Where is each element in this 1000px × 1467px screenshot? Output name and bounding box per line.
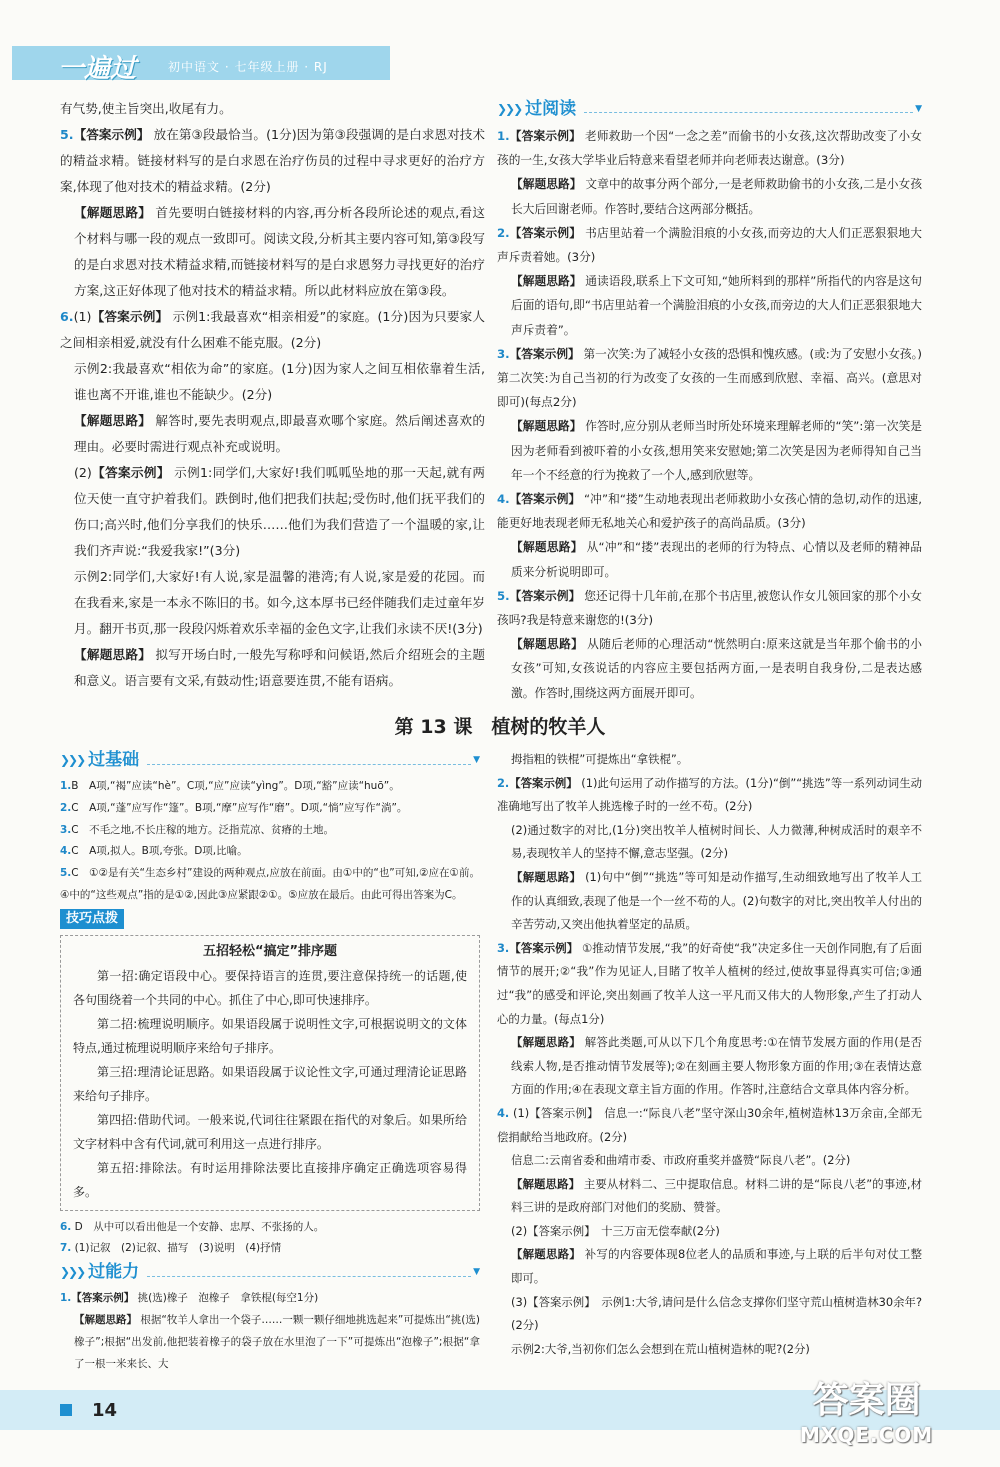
section-chevron-icon: ❯❯❯ [60, 1265, 85, 1280]
hint-label: 【解题思路】 [74, 413, 152, 428]
hint-text: (1)句中“倒”“挑选”等可知是动作描写,生动细致地写出了牧羊人工作的认真细致,表现了他是一个一丝不苟的人。(2)句数字的对比,突出牧羊人付出的辛苦劳动,又突出他执着坚定的品质。 [511, 869, 922, 932]
answer-text: 挑(选)橡子 泡橡子 拿铁棍(每空1分) [137, 1292, 319, 1305]
question-4 [497, 1102, 922, 1149]
question-number: 2. [497, 225, 510, 240]
answer-text: 示例2:我最喜欢“相依为命”的家庭。(1分)因为家人之间互相依靠着生活,谁也离不开谁,谁也不能缺少。(2分) [74, 361, 485, 402]
tip-paragraph: 第四招:借助代词。一般来说,代词往往紧跟在指代的对象后。如果所给文字材料中含有代词,就可利用这一点进行排序。 [73, 1112, 467, 1151]
hint-label: 【解题思路】 [74, 205, 152, 220]
text-continuation: 拇指粗的铁棍”可提炼出“拿铁棍”。 [511, 752, 689, 766]
hint [497, 414, 922, 487]
hint-text: 主要从材料二、三中提取信息。材料二讲的是“际良八老”的事迹,材料三讲的是政府部门对他们的奖励、赞誉。 [511, 1176, 922, 1215]
left-column-bottom [60, 748, 480, 1375]
basic-answers [60, 776, 480, 907]
hint-label: 【解题思路】 [511, 177, 582, 192]
answer-text: (2)通过数字的对比,(1分)突出牧羊人植树时间长、人力微薄,种树成活时的艰辛不易,表现牧羊人的坚持不懈,意志坚强。(2分) [511, 822, 922, 861]
section-header [60, 748, 480, 774]
question-number: 1. [497, 129, 510, 143]
tip-paragraph: 第一招:确定语段中心。要保持语言的连贯,要注意保持统一的话题,使各句围绕着一个共同的中心。抓住了中心,即可快速排序。 [73, 968, 467, 1007]
right-column-top [497, 96, 922, 705]
tip-paragraph: 第五招:排除法。有时运用排除法要比直接排序确定正确选项容易得多。 [73, 1160, 467, 1199]
section-title: 过能力 [88, 1262, 140, 1283]
answer-label: 【答案示例】 [71, 1292, 135, 1305]
hint [497, 172, 922, 220]
question-number: 3. [497, 940, 510, 955]
reading-question-3 [497, 342, 922, 415]
answer-text: 示例1:同学们,大家好!我们呱呱坠地的那一天起,就有两位天使一直守护着我们。跌倒时,他们把我们扶起;受伤时,他们抚平我们的伤口;高兴时,他们分享我们的快乐……他们为我们营造了一个温暖的家,让我们齐声说:“我爱我家!”(3分) [74, 465, 486, 558]
hint-text: 拟写开场白时,一般先写称呼和问候语,然后介绍班会的主题和意义。语言要有文采,有鼓动性;语意要连贯,不能有语病。 [74, 647, 485, 688]
answer-text: “冲”和“搂”生动地表现出老师救助小女孩心情的急切,动作的迅速,能更好地表现老师无私地关心和爱护孩子的高尚品质。(3分) [497, 492, 922, 531]
hint [60, 200, 485, 304]
section-divider [147, 763, 471, 765]
hint-text: 通读语段,联系上下文可知,“她所料到的那样”所指代的内容是这句后面的语句,即“书店里站着一个满脸泪痕的小女孩,而旁边的大人们正恶狠狠地大声斥责着”。 [511, 274, 922, 337]
hint [497, 1243, 922, 1290]
answer-text: (2)【答案示例】 十三万亩无偿奉献(2分) [511, 1223, 720, 1238]
answer-text: (1)记叙 (2)记叙、描写 (3)说明 (4)抒情 [74, 1242, 282, 1255]
hint-label: 【解题思路】 [511, 540, 583, 555]
answer-text: C A项,“蓬”应写作“篷”。B项,“摩”应写作“磨”。D项,“惝”应写作“淌”。 [71, 801, 408, 814]
hint-text: 从随后老师的心理活动“恍然明白:原来这就是当年那个偷书的小女孩”可知,女孩说话的内容应主要包括两方面,一是表明自我身份,二是表达感激。作答时,围绕这两方面展开即可。 [511, 637, 922, 700]
section-divider [147, 1275, 471, 1277]
hint-text: 根据“牧羊人拿出一个袋子……一颗一颗仔细地挑选起来”可提炼出“挑(选)橡子”;根据“出发前,他把装着橡子的袋子放在水里泡了一下”可提炼出“泡橡子”;根据“拿了一根一米来长、大 [74, 1313, 481, 1370]
question-number: 5. [60, 127, 74, 142]
question-6-2 [60, 460, 485, 564]
answer-label: 【答案示例】 [509, 225, 582, 240]
reading-question-5 [497, 584, 922, 632]
answer-label: 【答案示例】 [509, 492, 581, 507]
hint [497, 535, 922, 583]
hint-label: 【解题思路】 [511, 1247, 581, 1262]
answer-label: 【答案示例】 [509, 346, 580, 361]
hint-text: 解答此类题,可从以下几个角度思考:①在情节发展方面的作用(是否线索人物,是否推动情节发展等);②在刻画主要人物形象方面的作用;③在表情达意方面的作用;④在表现文章主旨方面的作用。作答时,注意结合文章具体内容分析。 [511, 1035, 922, 1097]
ability-question-1 [60, 1288, 480, 1310]
question-number: 3. [60, 823, 72, 836]
basic-question-1 [60, 776, 480, 798]
hint [497, 866, 922, 937]
hint [60, 1310, 480, 1375]
tip-tag: 技巧点拨 [60, 909, 124, 929]
sub-prefix: (2) [74, 465, 92, 480]
brand-logo: 一遍过 [58, 54, 137, 84]
section-header [497, 96, 922, 122]
lesson-title: 第 13 课 植树的牧羊人 [394, 716, 606, 738]
question-3 [497, 937, 922, 1031]
question-7 [60, 1238, 480, 1260]
answer-text: 示例2:同学们,大家好!有人说,家是温馨的港湾;有人说,家是爱的花园。而在我看来,家是一本永不陈旧的书。如今,这本厚书已经伴随我们走过童年岁月。翻开书页,那一段段闪烁着欢乐幸福的金色文字,让我们永读不厌!(3分) [74, 569, 486, 636]
answer-text: 放在第③段最恰当。(1分)因为第③段强调的是白求恩对技术的精益求精。链接材料写的是白求恩在治疗伤员的过程中寻求更好的治疗方案,体现了他对技术的精益求精。(2分) [60, 127, 486, 194]
question-number: 2. [60, 801, 72, 814]
hint-text: 作答时,应分别从老师当时所处环境来理解老师的“笑”:第一次笑是因为老师看到被吓着的小女孩,想用笑来安慰她;第二次笑是因为老师得知自己当年一个不经意的行为挽救了一个人,感到欣慰等。 [511, 419, 922, 482]
question-number: 4. [60, 845, 72, 858]
tip-title: 五招轻松“搞定”排序题 [202, 943, 338, 959]
section-arrow-icon: ▼ [473, 1267, 480, 1278]
tip-paragraph: 第二招:梳理说明顺序。如果语段属于说明性文字,可根据说明文的文体特点,通过梳理说明顺序来给句子排序。 [73, 1016, 467, 1055]
section-arrow-icon: ▼ [915, 103, 922, 114]
question-5 [60, 122, 485, 200]
hint-label: 【解题思路】 [511, 1176, 581, 1191]
answer-text: C A项,拟人。B项,夸张。D项,比喻。 [71, 845, 248, 858]
answer-text: 第一次笑:为了减轻小女孩的恐惧和愧疚感。(或:为了安慰小女孩。)第二次笑:为自己当初的行为改变了女孩的一生而感到欣慰、幸福、高兴。(意思对即可)(每点2分) [497, 346, 922, 410]
reading-question-4 [497, 487, 922, 535]
question-number: 1. [60, 1292, 72, 1305]
question-2 [497, 772, 922, 819]
watermark-text: 答案圈 [812, 1380, 921, 1421]
sub-prefix: (1) [73, 309, 92, 324]
answer-label: 【答案示例】 [509, 940, 579, 955]
answer-text: 示例1:我最喜欢“相亲相爱”的家庭。(1分)因为只要家人之间相亲相爱,就没有什么困难不能克服。(2分) [60, 309, 485, 350]
section-divider [584, 111, 913, 113]
text-line: 有气势,使主旨突出,收尾有力。 [60, 101, 232, 116]
left-column-top [60, 96, 485, 694]
hint [60, 408, 485, 460]
question-number: 1. [60, 780, 72, 792]
answer-text: ①推动情节发展,“我”的好奇使“我”决定多住一天创作同胞,有了后面情节的展开;②“我”作为见证人,目睹了牧羊人植树的经过,使故事显得真实可信;③通过“我”的感受和评论,突出刻画了牧羊人这一平凡而又伟大的人物形象,产生了打动人心的力量。(每点1分) [497, 940, 922, 1026]
hint-label: 【解题思路】 [511, 419, 582, 434]
section-title: 过阅读 [525, 98, 577, 119]
answer-label: 【答案示例】 [73, 127, 150, 142]
hint-label: 【解题思路】 [511, 869, 582, 884]
answer-label: 【答案示例】 [91, 465, 170, 480]
hint [497, 1031, 922, 1102]
section-title: 过基础 [88, 750, 140, 771]
question-number: 4. [497, 492, 510, 507]
question-number: 7. [60, 1242, 72, 1255]
answer-text: C ①②是有关“生态乡村”建设的两种观点,应放在前面。由①中的“也”可知,②应在①前。④中的“这些观点”指的是①②,因此③应紧跟②①。⑤应放在最后。由此可得出答案为C。 [60, 867, 480, 901]
question-number: 2. [497, 775, 510, 790]
hint-label: 【解题思路】 [74, 1313, 138, 1326]
answer-text: 信息二:云南省委和曲靖市委、市政府重奖并盛赞“际良八老”。(2分) [511, 1153, 851, 1168]
hint [60, 642, 485, 694]
answer-text: (1)【答案示例】 信息一:“际良八老”坚守深山30余年,植树造林13万余亩,全部无偿捐献给当地政府。(2分) [497, 1105, 922, 1144]
answer-text: D 从中可以看出他是一个安静、忠厚、不张扬的人。 [74, 1220, 325, 1233]
reading-question-2 [497, 221, 922, 269]
watermark-logo [800, 1372, 933, 1447]
tip-paragraph: 第三招:理清论证思路。如果语段属于议论性文字,可通过理清论证思路来给句子排序。 [73, 1064, 467, 1103]
hint-text: 解答时,要先表明观点,即最喜欢哪个家庭。然后阐述喜欢的理由。必要时需进行观点补充或说明。 [74, 413, 485, 454]
hint-label: 【解题思路】 [74, 647, 152, 662]
hint-text: 从“冲”和“搂”表现出的老师的行为特点、心情以及老师的精神品质来分析说明即可。 [511, 540, 922, 579]
answer-text: 书店里站着一个满脸泪痕的小女孩,而旁边的大人们正恶狠狠地大声斥责着她。(3分) [497, 225, 922, 265]
question-number: 4. [497, 1105, 510, 1120]
page-header [0, 0, 1000, 82]
hint-label: 【解题思路】 [511, 637, 584, 652]
question-6-1 [60, 304, 485, 356]
answer-text: (1)此句运用了动作描写的方法。(1分)“倒”“挑选”等一系列动词生动准确地写出了牧羊人挑选橡子时的一丝不苟。(2分) [497, 775, 922, 814]
hint-label: 【解题思路】 [511, 1035, 581, 1050]
answer-text: 您还记得十几年前,在那个书店里,被您认作女儿领回家的那个小女孩吗?我是特意来谢您的!(3分) [497, 588, 922, 628]
book-tag: 初中语文 · 七年级上册 · RJ [168, 60, 328, 74]
answer-text: C 不毛之地,不长庄稼的地方。泛指荒凉、贫瘠的土地。 [71, 823, 334, 836]
right-column-bottom [497, 748, 922, 1361]
tip-box [60, 935, 480, 1211]
question-number: 6. [60, 309, 74, 324]
hint [497, 632, 922, 705]
section-chevron-icon: ❯❯❯ [497, 101, 522, 116]
hint-text: 文章中的故事分两个部分,一是老师救助偷书的小女孩,二是小女孩长大后回谢老师。作答时,要结合这两部分概括。 [511, 177, 923, 216]
reading-question-1 [497, 124, 922, 172]
question-number: 6. [60, 1220, 72, 1233]
basic-question-3 [60, 820, 480, 842]
question-6 [60, 1217, 480, 1239]
answer-text: (3)【答案示例】 示例1:大爷,请问是什么信念支撑你们坚守荒山植树造林30余年?(2分) [511, 1294, 922, 1333]
page-number: 14 [92, 1400, 118, 1421]
section-header [60, 1260, 480, 1286]
answer-label: 【答案示例】 [91, 309, 169, 324]
basic-question-5 [60, 863, 480, 907]
hint-text: 补写的内容要体现8位老人的品质和事迹,与上联的后半句对仗工整即可。 [511, 1247, 923, 1286]
hint-text: 首先要明白链接材料的内容,再分析各段所论述的观点,看这个材料与哪一段的观点一致即可。阅读文段,分析其主要内容可知,第③段写的是白求恩对技术精益求精,而链接材料写的是白求恩努力寻找更好的治疗方案,这正好体现了他对技术的精益求精。所以此材料应放在第③段。 [74, 205, 485, 298]
basic-question-4 [60, 841, 480, 863]
answer-label: 【答案示例】 [509, 588, 581, 603]
answer-text: 老师救助一个因“一念之差”而偷书的小女孩,这次帮助改变了小女孩的一生,女孩大学毕业后特意来看望老师并向老师表达谢意。(3分) [497, 129, 922, 168]
section-arrow-icon: ▼ [473, 755, 480, 766]
reading-answers [497, 124, 922, 705]
question-number: 5. [497, 588, 510, 603]
question-number: 5. [60, 867, 72, 880]
watermark-url: MXQE.COM [800, 1423, 934, 1447]
answer-label: 【答案示例】 [509, 775, 578, 790]
question-number: 3. [497, 346, 510, 361]
hint [497, 1173, 922, 1220]
basic-question-2 [60, 798, 480, 820]
hint [497, 269, 922, 342]
section-chevron-icon: ❯❯❯ [60, 753, 85, 768]
hint-label: 【解题思路】 [511, 274, 582, 289]
footer-square-icon [60, 1404, 72, 1416]
answer-text: 示例2:大爷,当初你们怎么会想到在荒山植树造林的呢?(2分) [511, 1341, 810, 1356]
answer-text: B A项,“褐”应读“hè”。C项,“应”应读“yìng”。D项,“豁”应读“huō”。 [71, 780, 400, 792]
answer-label: 【答案示例】 [509, 129, 582, 143]
